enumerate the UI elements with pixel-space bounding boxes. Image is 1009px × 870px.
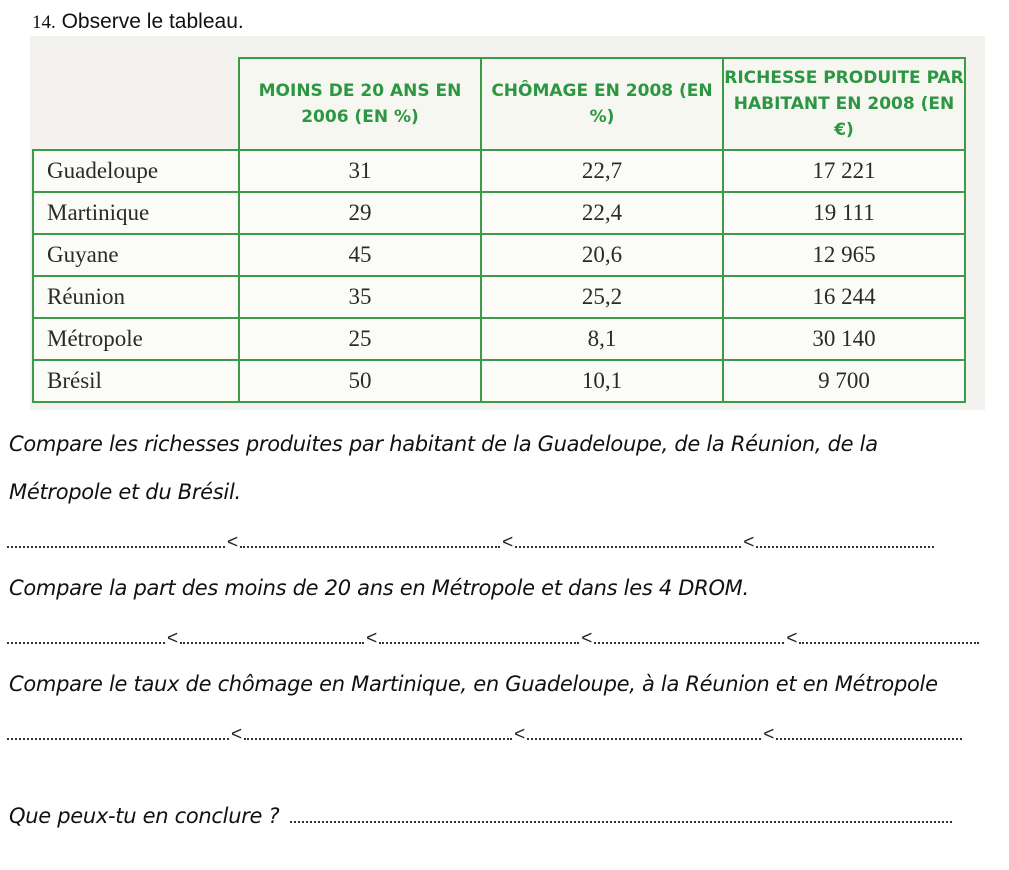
row-country: Métropole xyxy=(33,318,239,360)
less-than-sign: < xyxy=(231,724,243,745)
question-3: Compare le taux de chômage en Martinique, en Guadeloupe, à la Réunion et en Métropole xyxy=(9,672,938,696)
row-country: Martinique xyxy=(33,192,239,234)
row-country: Guyane xyxy=(33,234,239,276)
row-country: Réunion xyxy=(33,276,239,318)
row-wealth: 16 244 xyxy=(723,276,965,318)
less-than-sign: < xyxy=(581,628,593,649)
row-youth: 50 xyxy=(239,360,481,402)
row-country: Guadeloupe xyxy=(33,150,239,192)
answer-line-3 xyxy=(7,720,962,746)
question-4-label: Que peux-tu en conclure ? xyxy=(9,804,280,828)
less-than-sign: < xyxy=(502,532,514,553)
table-row xyxy=(33,276,965,318)
answer-blank[interactable] xyxy=(515,528,741,548)
exercise-instruction: Observe le tableau. xyxy=(61,10,244,33)
less-than-sign: < xyxy=(763,724,775,745)
answer-blank[interactable] xyxy=(756,528,934,548)
statistics-table xyxy=(32,57,966,403)
row-unemployment: 22,4 xyxy=(481,192,723,234)
answer-blank[interactable] xyxy=(244,720,512,740)
exercise-number: 14. xyxy=(32,12,56,33)
less-than-sign: < xyxy=(743,532,755,553)
row-unemployment: 22,7 xyxy=(481,150,723,192)
row-unemployment: 20,6 xyxy=(481,234,723,276)
row-youth: 25 xyxy=(239,318,481,360)
row-unemployment: 10,1 xyxy=(481,360,723,402)
answer-blank[interactable] xyxy=(180,624,364,644)
less-than-sign: < xyxy=(227,532,239,553)
row-unemployment: 25,2 xyxy=(481,276,723,318)
question-4 xyxy=(9,803,952,828)
answer-blank[interactable] xyxy=(379,624,579,644)
answer-blank[interactable] xyxy=(527,720,761,740)
less-than-sign: < xyxy=(366,628,378,649)
answer-blank[interactable] xyxy=(7,528,225,548)
answer-blank[interactable] xyxy=(799,624,979,644)
header-unemployment: CHÔMAGE EN 2008 (EN %) xyxy=(481,58,723,150)
row-wealth: 9 700 xyxy=(723,360,965,402)
row-unemployment: 8,1 xyxy=(481,318,723,360)
header-empty-cell xyxy=(33,58,239,150)
answer-blank[interactable] xyxy=(7,624,165,644)
less-than-sign: < xyxy=(786,628,798,649)
row-wealth: 17 221 xyxy=(723,150,965,192)
row-youth: 31 xyxy=(239,150,481,192)
question-1-line-1: Compare les richesses produites par habitant de la Guadeloupe, de la Réunion, de la xyxy=(9,432,878,456)
less-than-sign: < xyxy=(514,724,526,745)
row-wealth: 19 111 xyxy=(723,192,965,234)
header-youth: MOINS DE 20 ANS EN 2006 (EN %) xyxy=(239,58,481,150)
table-row xyxy=(33,360,965,402)
row-youth: 45 xyxy=(239,234,481,276)
row-youth: 35 xyxy=(239,276,481,318)
answer-line-1 xyxy=(7,528,934,554)
header-wealth: RICHESSE PRODUITE PAR HABITANT EN 2008 (EN €) xyxy=(723,58,965,150)
table-image xyxy=(30,36,985,410)
question-1-line-2: Métropole et du Brésil. xyxy=(9,480,241,504)
row-youth: 29 xyxy=(239,192,481,234)
answer-line-2 xyxy=(7,624,979,650)
answer-blank[interactable] xyxy=(594,624,784,644)
row-wealth: 30 140 xyxy=(723,318,965,360)
answer-blank[interactable] xyxy=(776,720,962,740)
row-country: Brésil xyxy=(33,360,239,402)
table-row xyxy=(33,192,965,234)
table-header-row xyxy=(33,58,965,150)
answer-blank[interactable] xyxy=(240,528,500,548)
question-2: Compare la part des moins de 20 ans en Métropole et dans les 4 DROM. xyxy=(9,576,749,600)
conclusion-answer-blank[interactable] xyxy=(290,803,952,823)
row-wealth: 12 965 xyxy=(723,234,965,276)
table-row xyxy=(33,318,965,360)
exercise-title xyxy=(32,10,244,34)
less-than-sign: < xyxy=(167,628,179,649)
table-row xyxy=(33,150,965,192)
table-row xyxy=(33,234,965,276)
answer-blank[interactable] xyxy=(7,720,229,740)
